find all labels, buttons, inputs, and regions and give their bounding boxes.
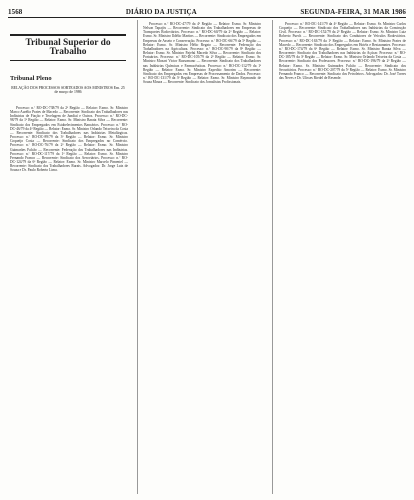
column-text: Processo: n.º RO-DC-47/79 da 4ª Região — Relator: Exmo. Sr. Ministro Nelson Tapajós — Recorrente: Sindicato dos Trabalhadores em Empresas de Transportes Rodoviários. Processo: n.º RO-DC-60/79 da 2ª Região — Relator: Exmo. Sr. Ministro Ildélio Martins — Recorrente: Sindicato dos Empregados em Empresas de Asseio e Conservação. Processo: n.º RO-DC-66/79 da 5ª Região — Relator: Exmo. Sr. Ministro Hélio Regato — Recorrente: Federação dos Trabalhadores na Agricultura. Processo: n.º RO-DC-90/79 da 8ª Região — Relator: Exmo. Sr. Ministro Pajehú Macedo Silva — Recorrente: Sindicato dos Portuários. Processo: n.º RO-DC-105/79 da 2ª Região — Relator: Exmo. Sr. Ministro Mozart Victor Russomano — Recorrente: Sindicato dos Trabalhadores nas Indústrias Químicas e Farmacêuticas. Processo: n.º RO-DC-112/79 da 1ª Região — Relator: Exmo. Sr. Ministro Expedito Amorim — Recorrente: Sindicato dos Empregados em Empresas de Processamento de Dados. Processo: n.º RO-DC-131/79 da 3ª Região — Relator: Exmo. Sr. Ministro Raymundo de Souza Moura — Recorrente: Sindicato dos Jornalistas Profissionais. <box>143 22 261 85</box>
issue-date: SEGUNDA-FEIRA, 31 MAR 1986 <box>300 8 406 16</box>
plenum-heading: Tribunal Pleno <box>10 75 52 82</box>
page-number: 1568 <box>8 8 23 16</box>
text-column-2 <box>143 22 261 496</box>
column-divider <box>272 20 273 494</box>
column-divider <box>137 20 138 494</box>
column-text: Processo: n.º RO-DC-141/79 da 4ª Região — Relator: Exmo. Sr. Ministro Carlos Coqueijo — Recorrente: Sindicato dos Trabalhadores nas Indústrias da Construção Civil. Processo: n.º RO-DC-152/79 da 2ª Região — Relator: Exmo. Sr. Ministro Luiz Roberto Puech — Recorrente: Sindicato dos Condutores de Veículos Rodoviários. Processo: n.º RO-DC-163/79 da 1ª Região — Relator: Exmo. Sr. Ministro Prates de Macedo — Recorrente: Sindicato dos Empregados em Hotéis e Restaurantes. Processo: n.º RO-DC-174/79 da 6ª Região — Relator: Exmo. Sr. Ministro Barata Silva — Recorrente: Sindicato dos Trabalhadores nas Indústrias do Açúcar. Processo: n.º RO-DC-185/79 da 3ª Região — Relator: Exmo. Sr. Ministro Orlando Teixeira da Costa — Recorrente: Sindicato dos Professores. Processo: n.º RO-DC-196/79 da 2ª Região — Relator: Exmo. Sr. Ministro Guimarães Falcão — Recorrente: Sindicato dos Securitários. Processo: n.º RO-DC-207/79 da 5ª Região — Relator: Exmo. Sr. Ministro Fernando Franco — Recorrente: Sindicato dos Petroleiros. Advogados: Dr. José Torres das Neves e Dr. Ulisses Riedel de Resende. <box>279 22 406 81</box>
subheading: RELAÇÃO DOS PROCESSOS SORTEADOS AOS MINISTROS Em. 25 de março de 1986 <box>11 86 125 95</box>
text-column-3 <box>279 22 406 496</box>
column-text: Processo: n.º RO-DC-738/79 da 2ª Região — Relator: Exmo. Sr. Ministro Marco Aurélio Prates de Macedo — Recorrente: Sindicato dos Trabalhadores nas Indústrias de Fiação e Tecelagem de Jundiaí e Outros. Processo: n.º RO-DC-98/79 da 1ª Região — Relator: Exmo. Sr. Ministro Barata Silva — Recorrente: Sindicato dos Empregados em Estabelecimentos Bancários. Processo: n.º RO-DC-46/79 da 4ª Região — Relator: Exmo. Sr. Ministro Orlando Teixeira da Costa — Recorrente: Sindicato dos Trabalhadores nas Indústrias Metalúrgicas. Processo: n.º RO-DC-89/79 da 3ª Região — Relator: Exmo. Sr. Ministro Coqueijo Costa — Recorrente: Sindicato dos Empregados no Comércio. Processo: n.º RO-DC-76/79 da 2ª Região — Relator: Exmo. Sr. Ministro Guimarães Falcão — Recorrente: Federação dos Trabalhadores nas Indústrias. Processo: n.º RO-DC-117/79 da 1ª Região — Relator: Exmo. Sr. Ministro Fernando Franco — Recorrente: Sindicato dos Aeroviários. Processo: n.º RO-DC-124/79 da 6ª Região — Relator: Exmo. Sr. Ministro Marcelo Pimentel — Recorrente: Sindicato dos Trabalhadores Rurais. Advogados: Dr. Jorge Luiz de Souza e Dr. Paulo Roberto Lima. <box>10 106 128 173</box>
publication-title: DIÁRIO DA JUSTIÇA <box>125 8 197 16</box>
page-header <box>8 6 406 18</box>
text-column-1 <box>10 106 128 496</box>
section-title: Tribunal Superior do Trabalho <box>10 34 126 61</box>
